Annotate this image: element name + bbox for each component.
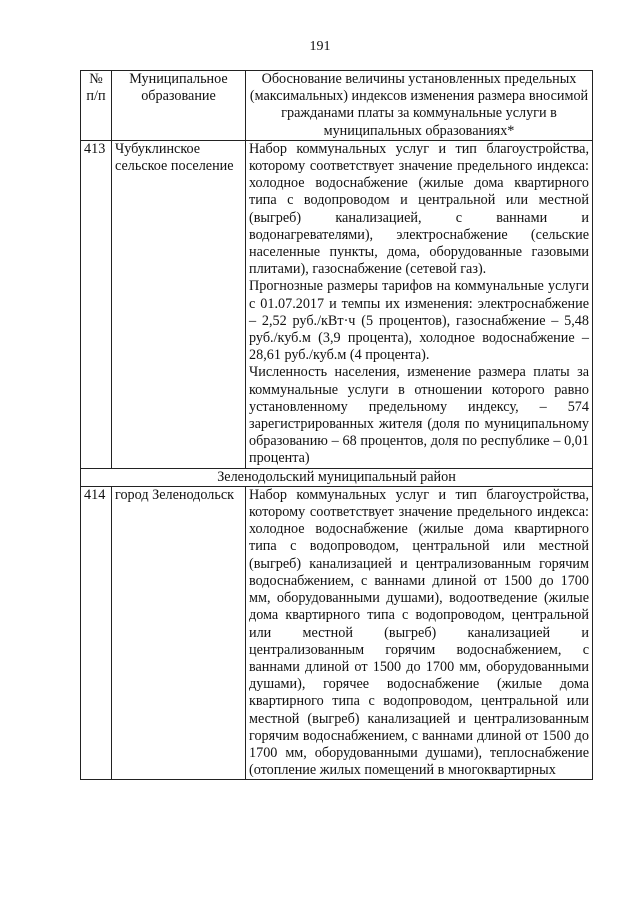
justification-paragraph: Набор коммунальных услуг и тип благоустройства, которому соответствует значение предельного индекса: холодное водоснабжение (жилые дома квартирного типа с водопроводом, центральной или местной (выгреб) канализацией и централизованным горячим водоснабжением, с ваннами длиной от 1500 до 1700 мм, оборудованными душами), водоотведение (жилые дома квартирного типа с водопроводом, центральной или местной (выгреб) канализацией и централизованным горячим водоснабжением, с ваннами длиной от 1500 до 1700 мм, оборудованными душами), горячее водоснабжение (жилые дома квартирного типа с водопроводом, центральной или местной (выгреб) канализацией и централизованным горячим водоснабжением, с ваннами длиной от 1500 до 1700 мм, оборудованными душами), теплоснабжение (отопление жилых помещений в многоквартирных [249,486,589,779]
header-justification: Обоснование величины установленных предельных (максимальных) индексов изменения размера вносимой гражданами платы за коммунальные услуги в муниципальных образованиях* [246,71,593,141]
row-justification [246,140,593,468]
justification-paragraph: Набор коммунальных услуг и тип благоустройства, которому соответствует значение предельного индекса: холодное водоснабжение (жилые дома квартирного типа с водопроводом и центральной или местной (выгреб) канализацией, с ваннами и водонагревателями), электроснабжение (сельские населенные пункты, дома, оборудованные газовыми плитами), газоснабжение (сетевой газ). [249,140,589,278]
row-number: 413 [81,140,112,468]
justification-paragraph: Численность населения, изменение размера платы за коммунальные услуги в отношении которого равно установленному предельному индексу, – 574 зарегистрированных жителя (доля по муниципальному образованию – 68 процентов, доля по республике – 0,01 процента) [249,364,589,467]
tariff-table [80,70,593,780]
page-number: 191 [309,39,331,54]
justification-paragraph: Прогнозные размеры тарифов на коммунальные услуги с 01.07.2017 и темпы их изменения: электроснабжение – 2,52 руб./кВт·ч (5 процентов), газоснабжение – 5,48 руб./куб.м (3,9 процента), холодное водоснабжение – 28,61 руб./куб.м (4 процента). [249,278,589,364]
row-municipality: Чубуклинское сельское поселение [112,140,246,468]
header-num: № п/п [81,71,112,141]
table-row-414 [81,486,593,779]
header-municipality: Муниципальное образование [112,71,246,141]
table-header-row [81,71,593,141]
row-justification [246,486,593,779]
row-number: 414 [81,486,112,779]
district-name: Зеленодольский муниципальный район [81,468,593,486]
table-row-413 [81,140,593,468]
row-municipality: город Зеленодольск [112,486,246,779]
district-row [81,468,593,486]
